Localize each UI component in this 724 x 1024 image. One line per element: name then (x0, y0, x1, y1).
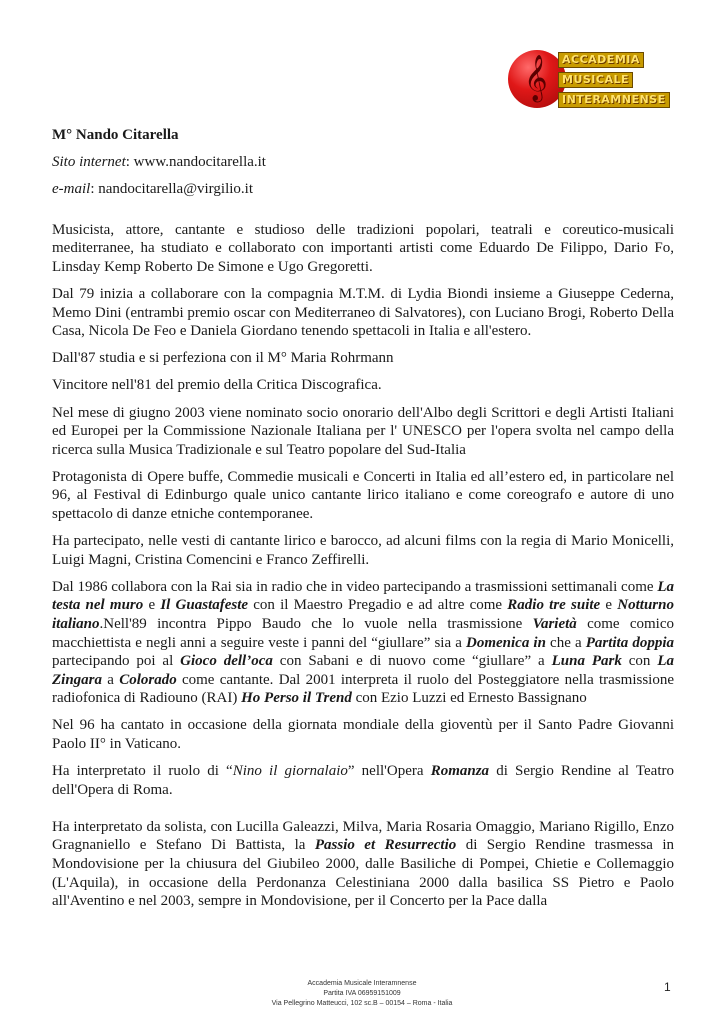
show-title: Ho Perso il Trend (241, 690, 352, 707)
email-label: e-mail (52, 180, 91, 197)
footer-line1: Accademia Musicale Interamnense (307, 980, 417, 987)
text-run: e (600, 597, 618, 614)
show-title: Radio tre suite (507, 597, 601, 614)
text-run: di Sergio Rendine al Teatro dell'Opera di Roma. (52, 763, 675, 798)
show-title: Il Guastafeste (160, 597, 249, 614)
text-run: con Ezio Luzzi ed Ernesto Bassignano (351, 690, 587, 707)
website-value: : www.nandocitarella.it (125, 153, 266, 170)
text-run: che a (545, 634, 586, 651)
show-title: Notturno italiano (52, 597, 674, 632)
text-run: a (102, 671, 120, 688)
paragraph-mtm: Dal 79 inizia a collaborare con la compagnia M.T.M. di Lydia Biondi insieme a Giuseppe Cederna, Memo Dini (entrambi premio oscar con Mediterraneo di Salvatores), con Luciano Brogi, Roberto Della Casa, Nicola De Feo e Daniela Giordano tenendo spettacoli in Italia e all'estero. (52, 286, 674, 340)
text-run: come comico macchiettista e negli anni a seguire veste i panni del “giullare” sia a (52, 615, 674, 651)
logo-text-line3: INTERAMNENSE (558, 92, 670, 108)
page-footer (0, 979, 724, 1009)
show-title: Domenica in (466, 634, 546, 651)
website-label: Sito internet (52, 153, 126, 170)
text-run: e (143, 597, 161, 614)
text-run: ” nell'Opera (347, 763, 431, 780)
paragraph-intro: Musicista, attore, cantante e studioso delle tradizioni popolari, teatrali e coreutico-musicali mediterranee, ha studiato e collaborato con importanti artisti come Eduardo De Filippo, Dario Fo, Linsday Kemp Roberto De Simone e Ugo Gregoretti. (52, 221, 674, 275)
paragraph-rai (52, 578, 674, 708)
logo-text-line2: MUSICALE (558, 72, 633, 88)
paragraph-rohrmann: Dall'87 studia e si perfeziona con il M° Maria Rohrmann (52, 350, 394, 367)
spacer (52, 207, 674, 221)
academy-logo (508, 48, 676, 114)
document-body (52, 126, 674, 919)
text-run: .Nell'89 incontra Pippo Baudo che lo vuole nella trasmissione (99, 615, 533, 632)
show-title: Partita doppia (585, 634, 674, 651)
treble-clef-icon: 𝄞 (524, 55, 548, 101)
role-title: Nino il giornalaio (232, 763, 348, 780)
footer-line3: Via Pellegrino Matteucci, 102 sc.B – 00154 – Roma - Italia (271, 1000, 453, 1007)
work-title: Passio et Resurrectio (314, 837, 457, 854)
show-title: Luna Park (551, 653, 622, 670)
paragraph-films: Ha partecipato, nelle vesti di cantante lirico e barocco, ad alcuni films con la regia di Mario Monicelli, Luigi Magni, Cristina Comencini e Franco Zeffirelli. (52, 533, 674, 568)
paragraph-unesco: Nel mese di giugno 2003 viene nominato socio onorario dell'Albo degli Scrittori e degli Artisti Italiani ed Europei per la Commissione Nazionale Italiana per l' UNESCO per l'opera svolta nel campo della ricerca sulla Musica Tradizionale e sul Teatro popolare del Sud-Italia (52, 404, 674, 458)
text-run: come cantante. Dal 2001 interpreta il ruolo del Posteggiatore nella trasmissione radiofonica di Radiouno (RAI) (52, 671, 674, 707)
text-run: con Sabani e di nuovo come “giullare” a (272, 653, 552, 670)
paragraph-passio (52, 818, 674, 911)
text-run: con il Maestro Pregadio e ad altre come (248, 597, 508, 614)
text-run: Ha interpretato da solista, con Lucilla Galeazzi, Milva, Maria Rosaria Omaggio, Mariano Rigillo, Enzo Gragnaniello e Stefano Di Battista, la (52, 818, 674, 854)
text-run: di Sergio Rendine trasmessa in Mondovisione per la chiusura del Giubileo 2000, dalle Basiliche di Pompei, Chietie e Collemaggio (L'Aquila), in occasione della Perdonanza Celestiniana 2000 dalla basilica SS Pietro e Paolo all'Aventino e nel 2003, sempre in Mondovisione, per il Concerto per la Pace dalla (52, 837, 675, 910)
show-title: La testa nel muro (52, 578, 674, 614)
opera-title: Romanza (430, 763, 490, 780)
text-run: con (621, 653, 658, 670)
show-title: Varietà (532, 615, 577, 632)
show-title: Gioco dell’oca (180, 653, 273, 670)
paragraph-award: Vincitore nell'81 del premio della Critica Discografica. (52, 377, 382, 394)
email-line (52, 180, 674, 199)
text-run: Ha interpretato il ruolo di “ (52, 763, 233, 780)
logo-text-line1: ACCADEMIA (558, 52, 644, 68)
text-run: Dal 1986 collabora con la Rai sia in radio che in video partecipando a trasmissioni settimanali come (52, 578, 658, 595)
show-title: La Zingara (52, 653, 674, 688)
paragraph-opera-buffe: Protagonista di Opere buffe, Commedie musicali e Concerti in Italia ed all’estero ed, in particolare nel 96, al Festival di Edinburgo quale unico cantante lirico italiano e come coreografo e autore di uno spettacolo di danze etniche contemporanee. (52, 468, 674, 522)
paragraph-romanza (52, 762, 674, 799)
artist-name: M° Nando Citarella (52, 127, 179, 143)
website-line (52, 153, 674, 172)
footer-line2: Partita IVA 06959151009 (323, 990, 401, 997)
page-number: 1 (664, 980, 671, 994)
spacer (52, 808, 674, 818)
show-title: Colorado (119, 671, 177, 688)
email-value: : nandocitarella@virgilio.it (90, 180, 253, 197)
paragraph-gmg: Nel 96 ha cantato in occasione della giornata mondiale della gioventù per il Santo Padre Giovanni Paolo II° in Vaticano. (52, 717, 674, 753)
text-run: partecipando poi al (52, 653, 181, 670)
